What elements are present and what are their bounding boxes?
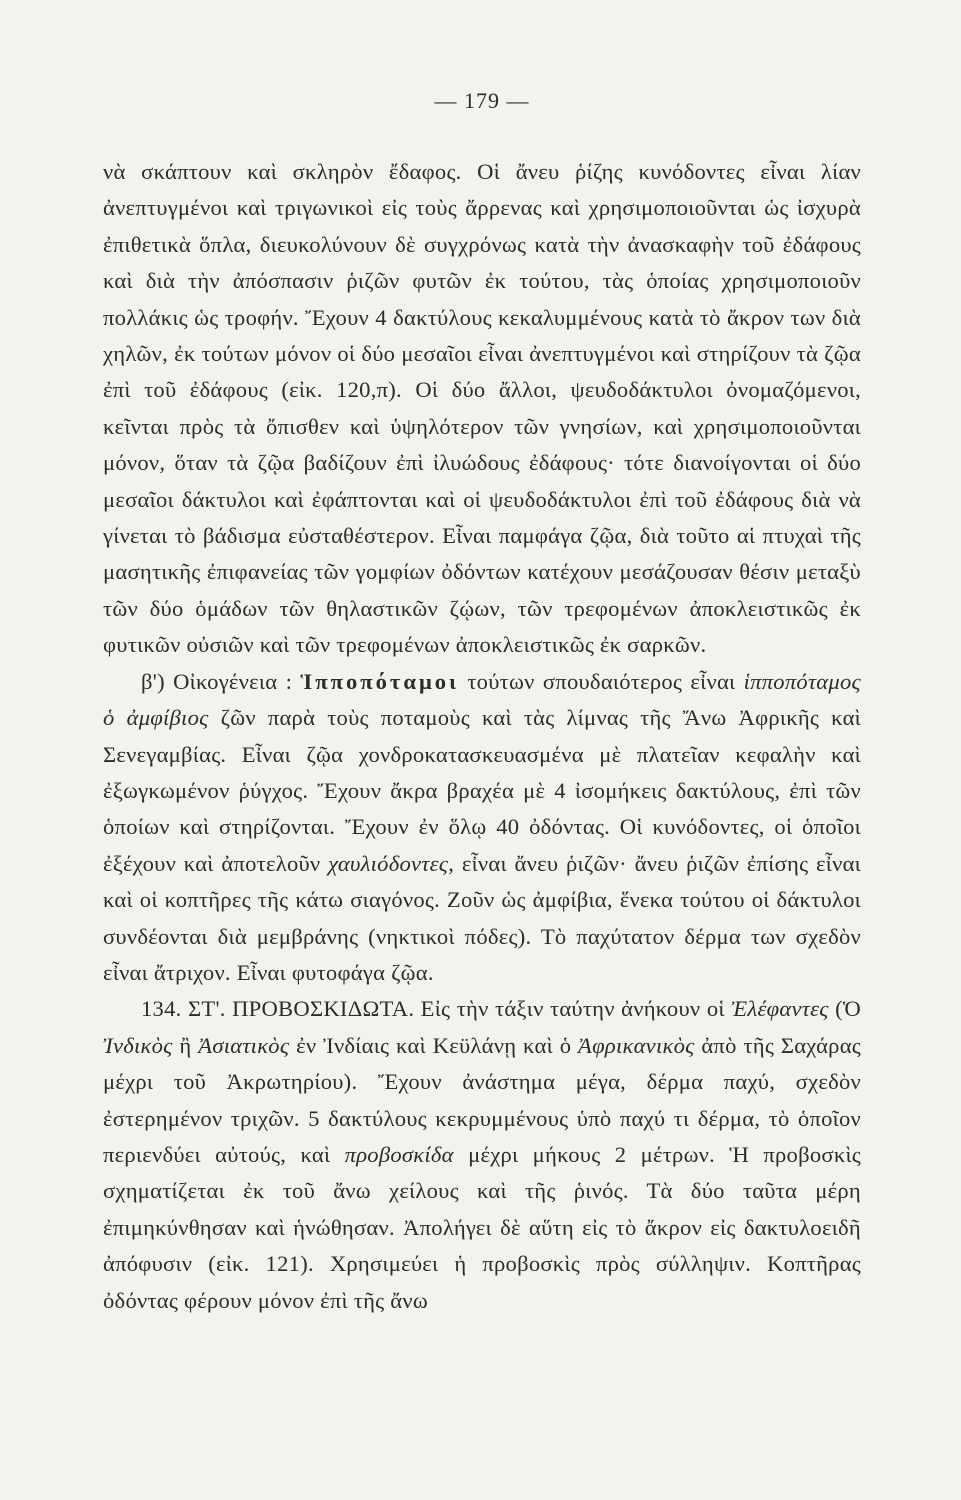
- paragraph-hippopotamus: [103, 664, 861, 992]
- paragraph-proboscidea: [103, 991, 861, 1319]
- text-segment: Εἰς τὴν τάξιν ταύτην ἀνήκουν οἱ: [414, 996, 732, 1022]
- text-segment: ἢ: [172, 1032, 199, 1058]
- text-segment: ἀπὸ τῆς Σαχάρας μέχρι τοῦ Ἀκρωτηρίου). Ἔχουν ἀνάστημα μέγα, δέρμα παχύ, σχεδὸν ἐστερημένον τριχῶν. 5 δακτύλους κεκρυμμένους ὑπὸ παχύ τι δέρμα, τὸ ὁποῖον περιενδύει αὐτούς, καὶ: [103, 1032, 861, 1167]
- species-name: ἱπποπόταμος ὁ ἀμφίβιος: [103, 668, 861, 731]
- text-segment: ζῶν παρὰ τοὺς ποταμοὺς καὶ τὰς λίμνας τῆς Ἄνω Ἀφρικῆς καὶ Σενεγαμβίας. Εἶναι ζῷα χονδροκατασκευασμένα μὲ πλατεῖαν κεφαλὴν καὶ ἐξωγκωμένον ῥύγχος. Ἔχουν ἄκρα βραχέα μὲ 4 ἰσομήκεις δακτύλους, ἐπὶ τῶν ὁποίων καὶ στηρίζονται. Ἔχουν ἐν ὅλῳ 40 ὀδόντας. Οἱ κυνόδοντες, οἱ ὁποῖοι ἐξέχουν καὶ ἀποτελοῦν: [103, 705, 862, 876]
- term-proboscis: προβοσκίδα: [344, 1141, 454, 1167]
- text-segment: τούτων σπουδαιότερος εἶναι: [459, 668, 744, 694]
- family-label: β') Οἰκογένεια :: [141, 668, 301, 694]
- body-text: [103, 154, 861, 1319]
- text-segment: μέχρι μήκους 2 μέτρων. Ἡ προβοσκὶς σχηματίζεται ἐκ τοῦ ἄνω χείλους καὶ τῆς ῥινός. Τὰ δύο ταῦτα μέρη ἐπιμηκύνθησαν καὶ ἡνώθησαν. Ἀπολήγει δὲ αὕτη εἰς τὸ ἄκρον εἰς δακτυλοειδῆ ἀπόφυσιν (εἰκ. 121). Χρησιμεύει ἡ προβοσκὶς πρὸς σύλληψιν. Κοπτῆρας ὀδόντας φέρουν μόνον ἐπὶ τῆς ἄνω: [103, 1141, 861, 1313]
- term-african: Ἀφρικανικὸς: [578, 1032, 695, 1058]
- text-segment: , εἶναι ἄνευ ῥιζῶν· ἄνευ ῥιζῶν ἐπίσης εἶναι καὶ οἱ κοπτῆρες τῆς κάτω σιαγόνος. Ζοῦν ὡς ἀμφίβια, ἕνεκα τούτου οἱ δάκτυλοι συνδέονται διὰ μεμβράνης (νηκτικοὶ πόδες). Τὸ παχύτατον δέρμα των σχεδὸν εἶναι ἄτριχον. Εἶναι φυτοφάγα ζῷα.: [103, 850, 861, 985]
- text-segment: ἐν Ἰνδίαις καὶ Κεϋλάνῃ καὶ ὁ: [289, 1032, 579, 1058]
- term-elephants: Ἐλέφαντες: [731, 996, 829, 1022]
- term-tusks: χαυλιόδοντες: [328, 850, 449, 876]
- term-asian: Ἀσιατικὸς: [198, 1032, 290, 1058]
- text-segment: (Ὁ: [828, 996, 862, 1022]
- page-number: — 179 —: [434, 88, 530, 113]
- term-indian: Ἰνδικὸς: [103, 1032, 173, 1058]
- family-title: Ἱπποπόταμοι: [300, 668, 460, 694]
- paragraph-pigs: νὰ σκάπτουν καὶ σκληρὸν ἔδαφος. Οἱ ἄνευ ῥίζης κυνόδοντες εἶναι λίαν ἀνεπτυγμένοι καὶ τριγωνικοὶ εἰς τοὺς ἄρρενας καὶ χρησιμοποιοῦνται ὡς ἰσχυρὰ ἐπιθετικὰ ὅπλα, διευκολύνουν δὲ συγχρόνως κατὰ τὴν ἀνασκαφὴν τοῦ ἐδάφους καὶ διὰ τὴν ἀπόσπασιν ῥιζῶν φυτῶν ἐκ τούτου, τὰς ὁποίας χρησιμοποιοῦν πολλάκις ὡς τροφήν. Ἔχουν 4 δακτύλους κεκαλυμμένους κατὰ τὸ ἄκρον των διὰ χηλῶν, ἐκ τούτων μόνον οἱ δύο μεσαῖοι εἶναι ἀνεπτυγμένοι καὶ στηρίζουν τὰ ζῷα ἐπὶ τοῦ ἐδάφους (εἰκ. 120,π). Οἱ δύο ἄλλοι, ψευδοδάκτυλοι ὀνομαζόμενοι, κεῖνται πρὸς τὰ ὄπισθεν καὶ ὑψηλότερον τῶν γνησίων, καὶ χρησιμοποιοῦνται μόνον, ὅταν τὰ ζῷα βαδίζουν ἐπὶ ἰλυώδους ἐδάφους· τότε διανοίγονται οἱ δύο μεσαῖοι δάκτυλοι καὶ ἐφάπτονται καὶ οἱ ψευδοδάκτυλοι ἐπὶ τοῦ ἐδάφους διὰ νὰ γίνεται τὸ βάδισμα εὐσταθέστερον. Εἶναι παμφάγα ζῷα, διὰ τοῦτο αἱ πτυχαὶ τῆς μασητικῆς ἐπιφανείας τῶν γομφίων ὀδόντων κατέχουν μεσάζουσαν θέσιν μεταξὺ τῶν δύο ὁμάδων τῶν θηλαστικῶν ζῴων, τῶν τρεφομένων ἀποκλειστικῶς ἐκ φυτικῶν οὐσιῶν καὶ τῶν τρεφομένων ἀποκλειστικῶς ἐκ σαρκῶν.: [103, 159, 861, 658]
- section-heading: 134. ΣΤ'. ΠΡΟΒΟΣΚΙΔΩΤΑ.: [141, 996, 415, 1022]
